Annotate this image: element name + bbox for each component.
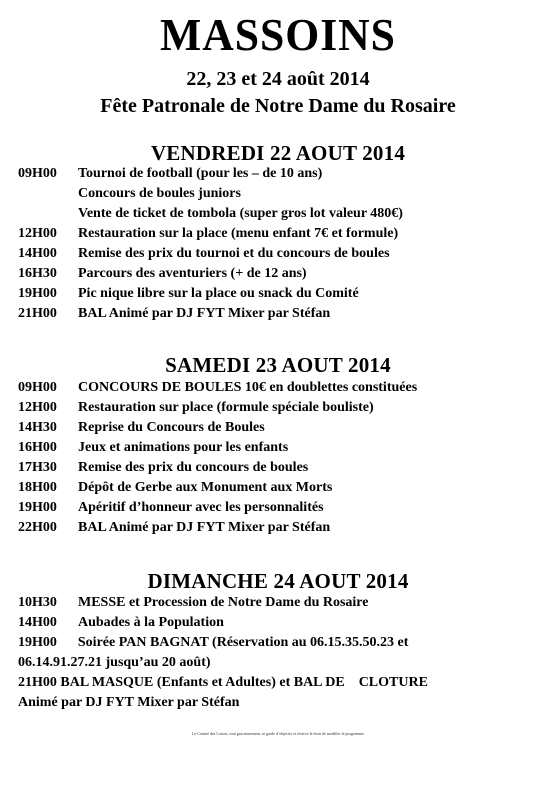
- activity-text: BAL Animé par DJ FYT Mixer par Stéfan: [78, 306, 331, 321]
- activity-text: Jeux et animations pour les enfants: [78, 440, 289, 455]
- schedule-row: [18, 458, 538, 478]
- activity-text: CONCOURS DE BOULES 10€ en doublettes constituées: [78, 380, 418, 395]
- schedule-row: [18, 418, 538, 438]
- saturday-heading: SAMEDI 23 AOUT 2014: [165, 353, 391, 377]
- soiree-line-1: 19H00 Soirée PAN BAGNAT (Réservation au 06.15.35.50.23 et: [18, 635, 409, 650]
- schedule-row: [18, 593, 538, 613]
- time-label: 14H30: [18, 420, 57, 435]
- time-label: 19H00: [18, 500, 57, 515]
- time-label: 18H00: [18, 480, 57, 495]
- time-label: 10H30: [18, 595, 57, 610]
- activity-text: Concours de boules juniors: [78, 186, 241, 201]
- event-subtitle: Fête Patronale de Notre Dame du Rosaire: [100, 95, 456, 117]
- time-label: 09H00: [18, 380, 57, 395]
- poster-title: MASSOINS: [160, 9, 396, 60]
- activity-text: Vente de ticket de tombola (super gros lot valeur 480€): [78, 206, 403, 221]
- time-label: 12H00: [18, 400, 57, 415]
- activity-text: BAL Animé par DJ FYT Mixer par Stéfan: [78, 520, 331, 535]
- friday-heading: VENDREDI 22 AOUT 2014: [150, 141, 406, 165]
- schedule-row: [18, 518, 538, 538]
- activity-text: Aubades à la Population: [78, 615, 224, 630]
- activity-text: Parcours des aventuriers (+ de 12 ans): [78, 266, 307, 281]
- activity-text: Restauration sur la place (menu enfant 7€ et formule): [78, 226, 399, 241]
- schedule-row: [18, 244, 538, 264]
- schedule-row: [18, 378, 538, 398]
- activity-text: Tournoi de football (pour les – de 10 ans): [78, 166, 323, 181]
- bal-line-1: 21H00 BAL MASQUE (Enfants et Adultes) et BAL DE CLOTURE: [18, 675, 428, 690]
- schedule-row: [18, 184, 538, 204]
- schedule-row: [18, 224, 538, 244]
- schedule-row: [18, 264, 538, 284]
- schedule-row: [18, 204, 538, 224]
- activity-text: Pic nique libre sur la place ou snack du Comité: [78, 286, 359, 301]
- schedule-row: [18, 398, 538, 418]
- schedule-row: [18, 164, 538, 184]
- time-label: 22H00: [18, 520, 57, 535]
- schedule-row: [18, 613, 538, 633]
- activity-text: Reprise du Concours de Boules: [78, 420, 265, 435]
- footnote: Le Comité des Loisirs, tout gracieusement, se garde d’objecter et réserve le droit de modifier le programme: [192, 731, 364, 736]
- schedule-row: [18, 478, 538, 498]
- time-label: 14H00: [18, 246, 57, 261]
- activity-text: Apéritif d’honneur avec les personnalités: [78, 500, 324, 515]
- time-label: 16H00: [18, 440, 57, 455]
- time-label: 09H00: [18, 166, 57, 181]
- time-label: 12H00: [18, 226, 57, 241]
- activity-text: MESSE et Procession de Notre Dame du Rosaire: [78, 595, 369, 610]
- schedule-row: [18, 304, 538, 324]
- bal-line-2: Animé par DJ FYT Mixer par Stéfan: [18, 695, 240, 710]
- sunday-heading: DIMANCHE 24 AOUT 2014: [147, 569, 409, 593]
- activity-text: Dépôt de Gerbe aux Monument aux Morts: [78, 480, 333, 495]
- sunday-schedule: [18, 593, 538, 713]
- soiree-line-2: 06.14.91.27.21 jusqu’au 20 août): [18, 655, 211, 670]
- event-dates: 22, 23 et 24 août 2014: [186, 68, 370, 90]
- time-label: 14H00: [18, 615, 57, 630]
- time-label: 21H00: [18, 306, 57, 321]
- activity-text: Remise des prix du concours de boules: [78, 460, 309, 475]
- time-label: 16H30: [18, 266, 57, 281]
- activity-text: Remise des prix du tournoi et du concours de boules: [78, 246, 390, 261]
- saturday-schedule: [18, 378, 538, 538]
- friday-schedule: [18, 164, 538, 324]
- activity-text: Restauration sur place (formule spéciale bouliste): [78, 400, 374, 415]
- schedule-row: [18, 498, 538, 518]
- schedule-row: [18, 438, 538, 458]
- schedule-row: [18, 284, 538, 304]
- time-label: 19H00: [18, 286, 57, 301]
- time-label: 17H30: [18, 460, 57, 475]
